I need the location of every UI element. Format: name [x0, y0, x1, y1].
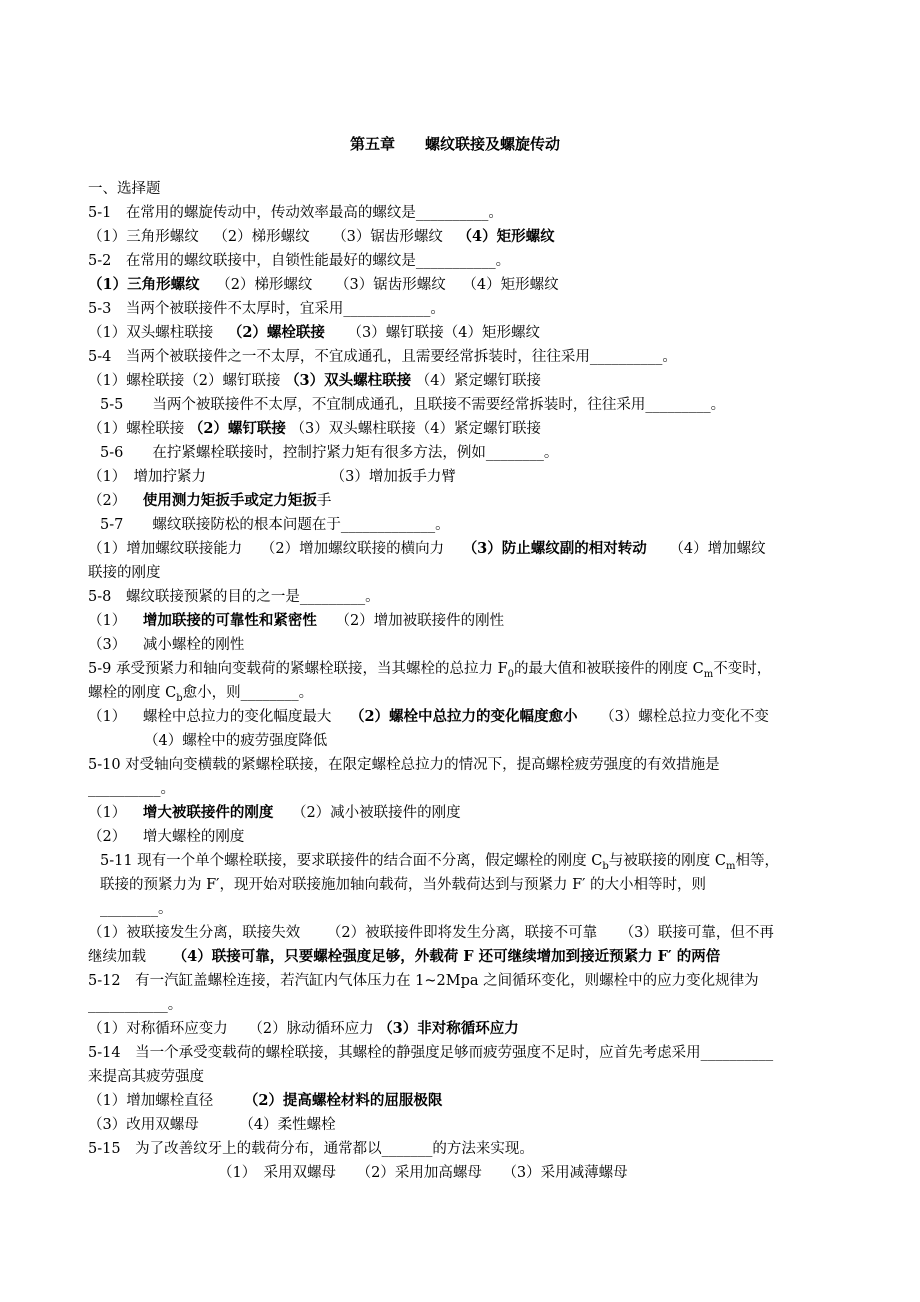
option: （1）被联接发生分离，联接失效 [88, 925, 301, 941]
options-5-12 [88, 1019, 519, 1039]
answer-option: （4）联接可靠，只要螺栓强度足够，外载荷 F 还可继续增加到接近预紧力 F′ 的两倍 [172, 948, 721, 965]
options-5-1 [88, 227, 555, 247]
option: （3）锯齿形螺纹 [332, 229, 443, 245]
question-text: 5-9 承受预紧力和轴向变载荷的紧螺栓联接，当其螺栓的总拉力 F [88, 661, 508, 677]
option: （3）螺钉联接（4）矩形螺纹 [347, 325, 540, 341]
option-label: （3） [88, 637, 127, 653]
option: （2）梯形螺纹 [213, 229, 310, 245]
option-label: （1） [88, 613, 127, 629]
option: （1）增加螺纹联接能力 [88, 541, 243, 557]
options-5-2 [88, 275, 559, 295]
answer-option: （2）螺栓联接 [227, 324, 325, 341]
question-5-11-cont: 联接的预紧力为 F′，现开始对联接施加轴向载荷，当外载荷达到与预紧力 F′ 的大小相等时，则 [100, 877, 707, 893]
option-continuation: 联接的刚度 [88, 565, 161, 581]
question-5-12-cont: ___________。 [88, 997, 183, 1013]
option: （3）采用减薄螺母 [502, 1165, 628, 1181]
options-5-7 [88, 539, 766, 559]
subscript: m [703, 668, 714, 680]
option: （4）柔性螺栓 [239, 1117, 336, 1133]
subscript: 0 [507, 668, 515, 680]
question-5-11-blank: ________。 [100, 901, 173, 917]
options-5-9 [88, 707, 769, 727]
option: （2）采用加高螺母 [356, 1165, 482, 1181]
answer-option-tail: 手 [316, 493, 332, 509]
option: （1）螺栓联接 [88, 421, 185, 437]
subscript: m [726, 860, 736, 872]
option-label: （1） [88, 805, 127, 821]
option: （4）紧定螺钉联接 [415, 373, 541, 389]
question-5-14-cont: 来提高其疲劳强度 [88, 1069, 204, 1085]
answer-option: （4）矩形螺纹 [457, 228, 555, 245]
option: （1）双头螺柱联接 [88, 325, 214, 341]
option: 减小螺栓的刚性 [142, 637, 245, 653]
answer-option: （3）双头螺柱联接 [285, 372, 412, 389]
answer-option: （2）提高螺栓材料的屈服极限 [243, 1092, 443, 1109]
question-5-1: 5-1 在常用的螺旋传动中，传动效率最高的螺纹是__________。 [88, 205, 503, 221]
option-label: （2） [88, 493, 127, 509]
question-5-11 [100, 851, 779, 877]
option-label: （2） [88, 829, 127, 845]
options-5-10 [88, 803, 461, 823]
option: （1） 增加拧紧力 [88, 469, 206, 485]
option: （3）联接可靠，但不再 [619, 925, 774, 941]
question-5-10-cont: __________。 [88, 781, 175, 797]
question-text: 5-11 现有一个单个螺栓联接，要求联接件的结合面不分离，假定螺栓的刚度 C [100, 853, 603, 869]
question-5-4: 5-4 当两个被联接件之一不太厚，不宜成通孔，且需要经常拆装时，往往采用__________。 [88, 349, 677, 365]
option: （1）对称循环应变力 [88, 1021, 228, 1037]
option: 增大螺栓的刚度 [142, 829, 245, 845]
question-text: 愈小，则________。 [182, 685, 314, 701]
option-5-8-3 [88, 635, 244, 655]
options-5-4 [88, 371, 541, 391]
options-5-11-cont [88, 947, 720, 967]
question-5-10: 5-10 对受轴向变横载的紧螺栓联接，在限定螺栓总拉力的情况下，提高螺栓疲劳强度的有效措施是 [88, 757, 720, 773]
question-5-2: 5-2 在常用的螺纹联接中，自锁性能最好的螺纹是___________。 [88, 253, 511, 269]
question-5-5: 5-5 当两个被联接件不太厚，不宜制成通孔，且联接不需要经常拆装时，往往采用_________。 [100, 397, 726, 413]
option: （2）减小被联接件的刚度 [291, 805, 461, 821]
answer-option: （3）防止螺纹副的相对转动 [462, 540, 647, 557]
option: （4）矩形螺纹 [462, 277, 559, 293]
option: （2）被联接件即将发生分离，联接不可靠 [326, 925, 598, 941]
options-5-3 [88, 323, 540, 343]
option: （1）增加螺栓直径 [88, 1093, 214, 1109]
question-5-12: 5-12 有一汽缸盖螺栓连接，若汽缸内气体压力在 1~2Mpa 之间循环变化，则螺栓中的应力变化规律为 [88, 973, 759, 989]
option: （3）双头螺柱联接（4）紧定螺钉联接 [290, 421, 541, 437]
answer-option: （3）非对称循环应力 [378, 1020, 519, 1037]
options-5-5 [88, 419, 541, 439]
option: （4）增加螺纹 [669, 541, 766, 557]
question-5-7: 5-7 螺纹联接防松的根本问题在于_____________。 [100, 517, 450, 533]
option: （2）增加被联接件的刚性 [335, 613, 505, 629]
options-5-14 [88, 1091, 442, 1111]
option: （1） 采用双螺母 [218, 1165, 336, 1181]
answer-option: 使用测力矩扳手或定力矩扳 [142, 492, 317, 509]
option-label: （1） [88, 709, 127, 725]
section-heading: 一、选择题 [88, 181, 161, 197]
option-continuation: 继续加载 [88, 949, 146, 965]
answer-option: （2）螺钉联接 [188, 420, 286, 437]
answer-option: 增大被联接件的刚度 [142, 804, 274, 821]
option: （3）锯齿形螺纹 [335, 277, 446, 293]
question-5-3: 5-3 当两个被联接件不太厚时，宜采用____________。 [88, 301, 445, 317]
question-text: 与被联接的刚度 C [608, 853, 726, 869]
option: （3）增加扳手力臂 [330, 469, 456, 485]
page-title: 第五章 螺纹联接及螺旋传动 [350, 135, 561, 153]
question-5-15: 5-15 为了改善纹牙上的载荷分布，通常都以_______的方法来实现。 [88, 1141, 534, 1157]
subscript: b [602, 860, 609, 872]
options-5-15 [218, 1163, 628, 1183]
question-text: 螺栓的刚度 C [88, 685, 177, 701]
option: （3）改用双螺母 [88, 1117, 199, 1133]
options-5-11 [88, 923, 774, 943]
option: （2）增加螺纹联接的横向力 [260, 541, 445, 557]
option: （3）螺栓总拉力变化不变 [600, 709, 769, 725]
question-text: 的最大值和被联接件的刚度 C [514, 661, 704, 677]
question-5-8: 5-8 螺纹联接预紧的目的之一是_________。 [88, 589, 380, 605]
answer-option: （1）三角形螺纹 [88, 276, 200, 293]
options-5-6 [88, 467, 456, 487]
option-5-10-3 [88, 827, 244, 847]
option-5-9-4: （4）螺栓中的疲劳强度降低 [144, 733, 328, 749]
options-5-8 [88, 611, 504, 631]
options-5-14-cont [88, 1115, 336, 1135]
option: （1）螺栓联接（2）螺钉联接 [88, 373, 281, 389]
answer-option: （2）螺栓中总拉力的变化幅度愈小 [349, 708, 578, 725]
option: （1）三角形螺纹 [88, 229, 199, 245]
answer-option: 增加联接的可靠性和紧密性 [142, 612, 317, 629]
subscript: b [176, 692, 183, 704]
answer-5-6 [88, 491, 331, 511]
question-text: 相等， [735, 853, 779, 869]
option: （2）梯形螺纹 [216, 277, 313, 293]
question-5-9 [88, 659, 771, 685]
question-text: 不变时， [713, 661, 772, 677]
option: （2）脉动循环应力 [248, 1021, 374, 1037]
question-5-14: 5-14 当一个承受变载荷的螺栓联接，其螺栓的静强度足够而疲劳强度不足时，应首先考虑采用__________ [88, 1045, 774, 1061]
question-5-6: 5-6 在拧紧螺栓联接时，控制拧紧力矩有很多方法，例如________。 [100, 445, 559, 461]
question-5-9-cont [88, 683, 313, 709]
option: 螺栓中总拉力的变化幅度最大 [142, 709, 332, 725]
